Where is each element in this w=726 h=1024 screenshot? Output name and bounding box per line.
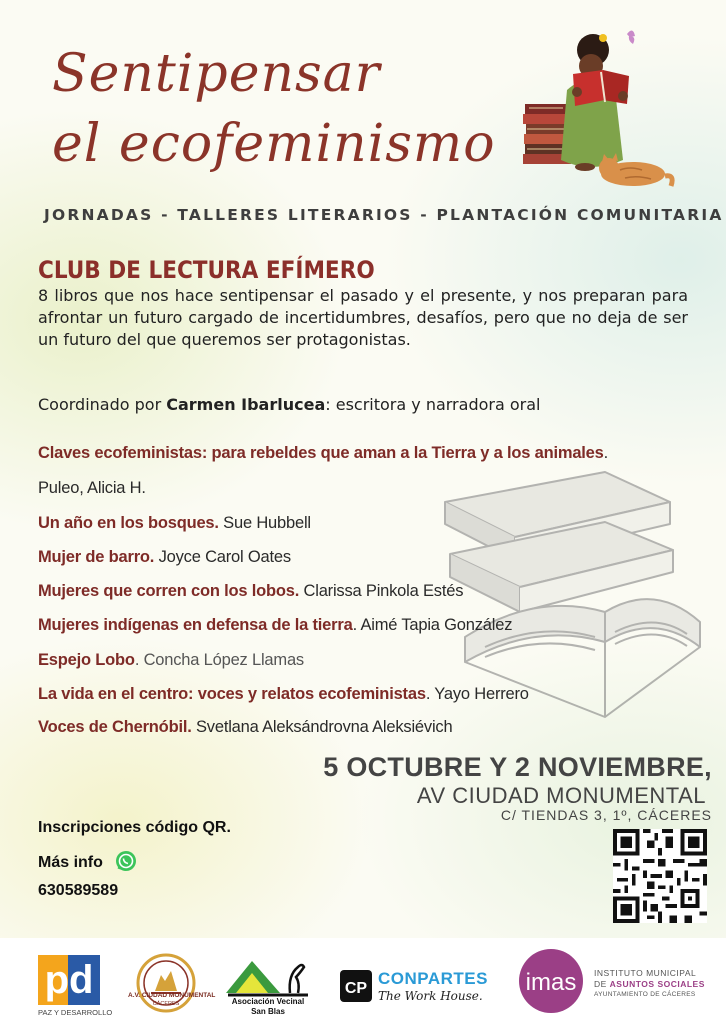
book-author: Svetlana Aleksándrovna Aleksiévich	[191, 718, 453, 736]
imas-line3: AYUNTAMIENTO DE CÁCERES	[594, 991, 696, 998]
imas-line1: INSTITUTO MUNICIPAL	[594, 968, 697, 978]
event-dates: 5 OCTUBRE Y 2 NOVIEMBRE,	[323, 752, 712, 782]
book-item-7	[38, 685, 529, 704]
book-title: Mujeres que corren con los lobos.	[38, 582, 300, 600]
event-address: C/ TIENDAS 3, 1º, CÁCERES	[500, 807, 712, 823]
conpartes-tagline: The Work House.	[378, 989, 483, 1003]
book-title: Un año en los bosques.	[38, 514, 219, 532]
book-title: Voces de Chernóbil.	[38, 718, 192, 736]
book-item-8	[38, 718, 452, 737]
book-title: Claves ecofeministas: para rebeldes que aman a la Tierra y a los animales	[38, 444, 604, 462]
signup-qr-text: Inscripciones código QR.	[38, 819, 231, 836]
san-blas-line2: San Blas	[251, 1007, 285, 1016]
book-author: . Aimé Tapia González	[352, 616, 513, 634]
imas-logo-icon	[518, 948, 584, 1014]
more-info-line	[38, 850, 137, 872]
imas-line2-prefix: DE	[594, 979, 610, 989]
coordinator-name: Carmen Ibarlucea	[166, 395, 326, 414]
book-title: Espejo Lobo	[38, 651, 135, 669]
book-item-5	[38, 616, 512, 635]
book-item-1	[38, 444, 608, 463]
imas-mark-text: imas	[525, 969, 577, 996]
book-title: Mujer de barro.	[38, 548, 155, 566]
coordinator-line	[38, 395, 540, 414]
book-author: Puleo, Alicia H.	[38, 479, 146, 497]
avcm-name: A.V. CIUDAD MONUMENTAL	[128, 992, 216, 999]
book-author: . Yayo Herrero	[425, 685, 529, 703]
book-item-2	[38, 514, 311, 533]
qr-code[interactable]	[613, 829, 707, 923]
conpartes-mark-icon	[340, 970, 372, 1002]
conpartes-mark-text: CP	[344, 980, 368, 997]
book-author: .	[603, 444, 609, 462]
book-author: . Concha López Llamas	[134, 651, 304, 669]
book-author: Sue Hubbell	[218, 514, 311, 532]
more-info-label: Más info	[38, 854, 103, 871]
paz-y-desarrollo-logo	[38, 955, 100, 1005]
event-venue: AV CIUDAD MONUMENTAL	[416, 783, 706, 808]
book-item-4	[38, 582, 463, 601]
book-title: Mujeres indígenas en defensa de la tierra	[38, 616, 353, 634]
whatsapp-icon[interactable]	[115, 850, 137, 872]
book-item-1-author-line	[38, 479, 146, 498]
san-blas-line1: Asociación Vecinal	[231, 997, 305, 1006]
avcm-city: CÁCERES	[152, 1001, 180, 1007]
poster-title-line1: Sentipensar	[52, 44, 381, 104]
imas-line2-strong: ASUNTOS SOCIALES	[609, 979, 705, 989]
girl-reading-illustration	[515, 22, 675, 197]
poster-title-line2: el ecofeminismo	[52, 114, 496, 174]
club-heading: CLUB DE LECTURA EFÍMERO	[38, 256, 375, 284]
book-title: La vida en el centro: voces y relatos ecofeministas	[38, 685, 426, 703]
book-author: Joyce Carol Oates	[154, 548, 291, 566]
club-intro: 8 libros que nos hace sentipensar el pasado y el presente, y nos preparan para afrontar un futuro cargado de incertidumbres, desafíos, pero que no deja de ser un futuro del que queremos ser protagonistas.	[38, 286, 688, 349]
coordinator-role: : escritora y narradora oral	[325, 395, 541, 414]
imas-line2	[594, 979, 705, 989]
event-subtitle: JORNADAS - TALLERES LITERARIOS - PLANTACIÓN COMUNITARIA	[44, 206, 724, 224]
book-item-3	[38, 548, 291, 567]
book-item-6	[38, 651, 304, 670]
contact-phone[interactable]: 630589589	[38, 882, 119, 899]
conpartes-name: CONPARTES	[378, 969, 488, 988]
pd-mark-icon	[38, 955, 100, 1005]
pd-caption: PAZ Y DESARROLLO	[38, 1008, 113, 1017]
coordinator-prefix: Coordinado por	[38, 395, 167, 414]
book-author: Clarissa Pinkola Estés	[299, 582, 464, 600]
san-blas-logo-icon	[222, 953, 314, 997]
pd-mark-text: pd	[44, 958, 94, 1002]
